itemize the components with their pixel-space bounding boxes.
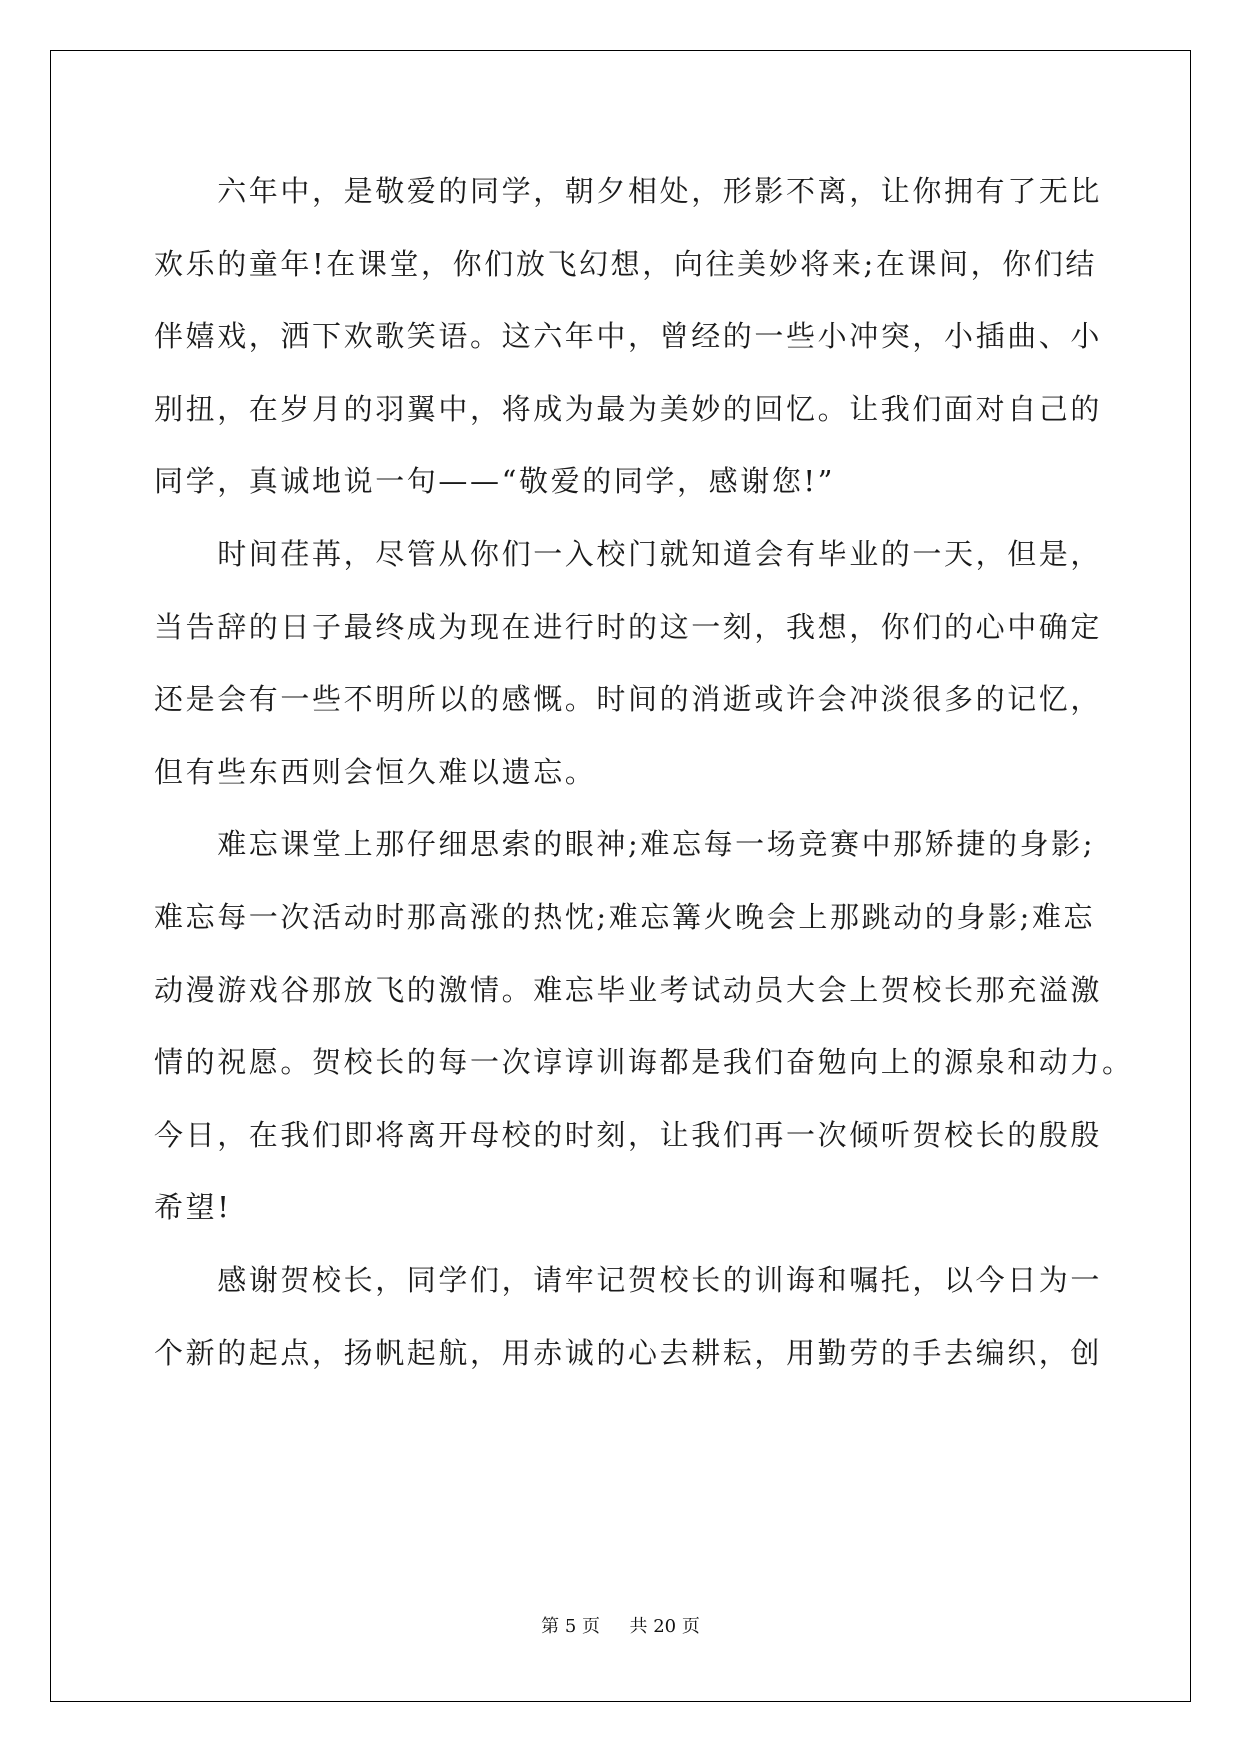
text-line: 动漫游戏谷那放飞的激情。难忘毕业考试动员大会上贺校长那充溢激 — [154, 972, 1103, 1007]
text-line: 希望! — [154, 1190, 232, 1225]
page-number: 第 5 页 — [541, 1616, 601, 1637]
text-line: 时间荏苒，尽管从你们一入校门就知道会有毕业的一天，但是， — [154, 536, 1103, 571]
text-line: 难忘课堂上那仔细思索的眼神;难忘每一场竞赛中那矫捷的身影; — [154, 827, 1096, 862]
text-line: 还是会有一些不明所以的感慨。时间的消逝或许会冲淡很多的记忆， — [154, 682, 1103, 717]
text-line: 但有些东西则会恒久难以遗忘。 — [154, 754, 597, 789]
text-line: 六年中，是敬爱的同学，朝夕相处，形影不离，让你拥有了无比 — [154, 174, 1103, 208]
page-total: 共 20 页 — [629, 1616, 700, 1637]
text-line: 情的祝愿。贺校长的每一次谆谆训诲都是我们奋勉向上的源泉和动力。 — [154, 1045, 1134, 1080]
text-line: 今日，在我们即将离开母校的时刻，让我们再一次倾听贺校长的殷殷 — [154, 1117, 1103, 1152]
text-line: 难忘每一次活动时那高涨的热忱;难忘篝火晚会上那跳动的身影;难忘 — [154, 899, 1096, 934]
text-line: 个新的起点，扬帆起航，用赤诚的心去耕耘，用勤劳的手去编织，创 — [154, 1335, 1103, 1370]
text-line: 同学，真诚地说一句——“敬爱的同学，感谢您!” — [154, 464, 836, 499]
page-footer — [0, 1612, 1241, 1638]
text-line: 当告辞的日子最终成为现在进行时的这一刻，我想，你们的心中确定 — [154, 609, 1103, 644]
document-body — [154, 155, 1134, 1389]
text-line: 欢乐的童年!在课堂，你们放飞幻想，向往美妙将来;在课间，你们结 — [154, 246, 1098, 281]
text-line: 感谢贺校长，同学们，请牢记贺校长的训诲和嘱托，以今日为一 — [154, 1262, 1103, 1297]
text-line: 伴嬉戏，洒下欢歌笑语。这六年中，曾经的一些小冲突，小插曲、小 — [154, 319, 1103, 354]
text-line: 别扭，在岁月的羽翼中，将成为最为美妙的回忆。让我们面对自己的 — [154, 391, 1103, 426]
